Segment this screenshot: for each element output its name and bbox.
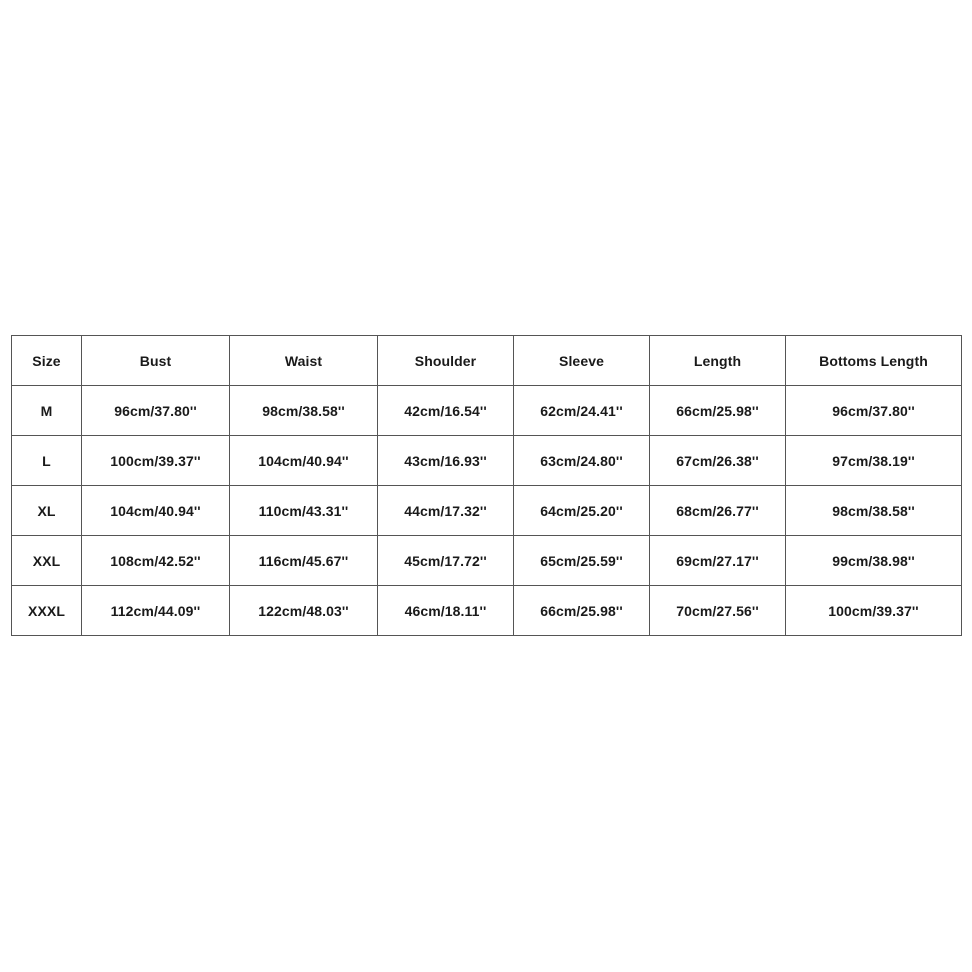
header-length: Length [650,336,786,386]
cell-shoulder: 46cm/18.11'' [378,586,514,636]
header-row [12,336,962,386]
cell-length: 67cm/26.38'' [650,436,786,486]
cell-sleeve: 63cm/24.80'' [514,436,650,486]
cell-size: XXL [12,536,82,586]
cell-waist: 104cm/40.94'' [230,436,378,486]
header-size: Size [12,336,82,386]
table-row [12,386,962,436]
cell-size: XL [12,486,82,536]
cell-bust: 104cm/40.94'' [82,486,230,536]
cell-sleeve: 65cm/25.59'' [514,536,650,586]
cell-size: L [12,436,82,486]
header-shoulder: Shoulder [378,336,514,386]
header-sleeve: Sleeve [514,336,650,386]
cell-length: 70cm/27.56'' [650,586,786,636]
cell-length: 66cm/25.98'' [650,386,786,436]
table-row [12,436,962,486]
header-bust: Bust [82,336,230,386]
cell-bust: 108cm/42.52'' [82,536,230,586]
cell-bust: 96cm/37.80'' [82,386,230,436]
cell-sleeve: 64cm/25.20'' [514,486,650,536]
cell-bust: 112cm/44.09'' [82,586,230,636]
cell-bottoms-length: 97cm/38.19'' [786,436,962,486]
cell-bust: 100cm/39.37'' [82,436,230,486]
header-bottoms-length: Bottoms Length [786,336,962,386]
cell-waist: 116cm/45.67'' [230,536,378,586]
cell-waist: 122cm/48.03'' [230,586,378,636]
table-row [12,486,962,536]
cell-shoulder: 44cm/17.32'' [378,486,514,536]
cell-shoulder: 43cm/16.93'' [378,436,514,486]
cell-bottoms-length: 98cm/38.58'' [786,486,962,536]
cell-shoulder: 42cm/16.54'' [378,386,514,436]
cell-length: 69cm/27.17'' [650,536,786,586]
header-waist: Waist [230,336,378,386]
table-row [12,536,962,586]
cell-sleeve: 62cm/24.41'' [514,386,650,436]
table-row [12,586,962,636]
cell-bottoms-length: 99cm/38.98'' [786,536,962,586]
cell-length: 68cm/26.77'' [650,486,786,536]
cell-sleeve: 66cm/25.98'' [514,586,650,636]
cell-size: XXXL [12,586,82,636]
cell-shoulder: 45cm/17.72'' [378,536,514,586]
cell-bottoms-length: 96cm/37.80'' [786,386,962,436]
cell-waist: 98cm/38.58'' [230,386,378,436]
cell-size: M [12,386,82,436]
cell-waist: 110cm/43.31'' [230,486,378,536]
size-chart-table [11,335,962,636]
cell-bottoms-length: 100cm/39.37'' [786,586,962,636]
